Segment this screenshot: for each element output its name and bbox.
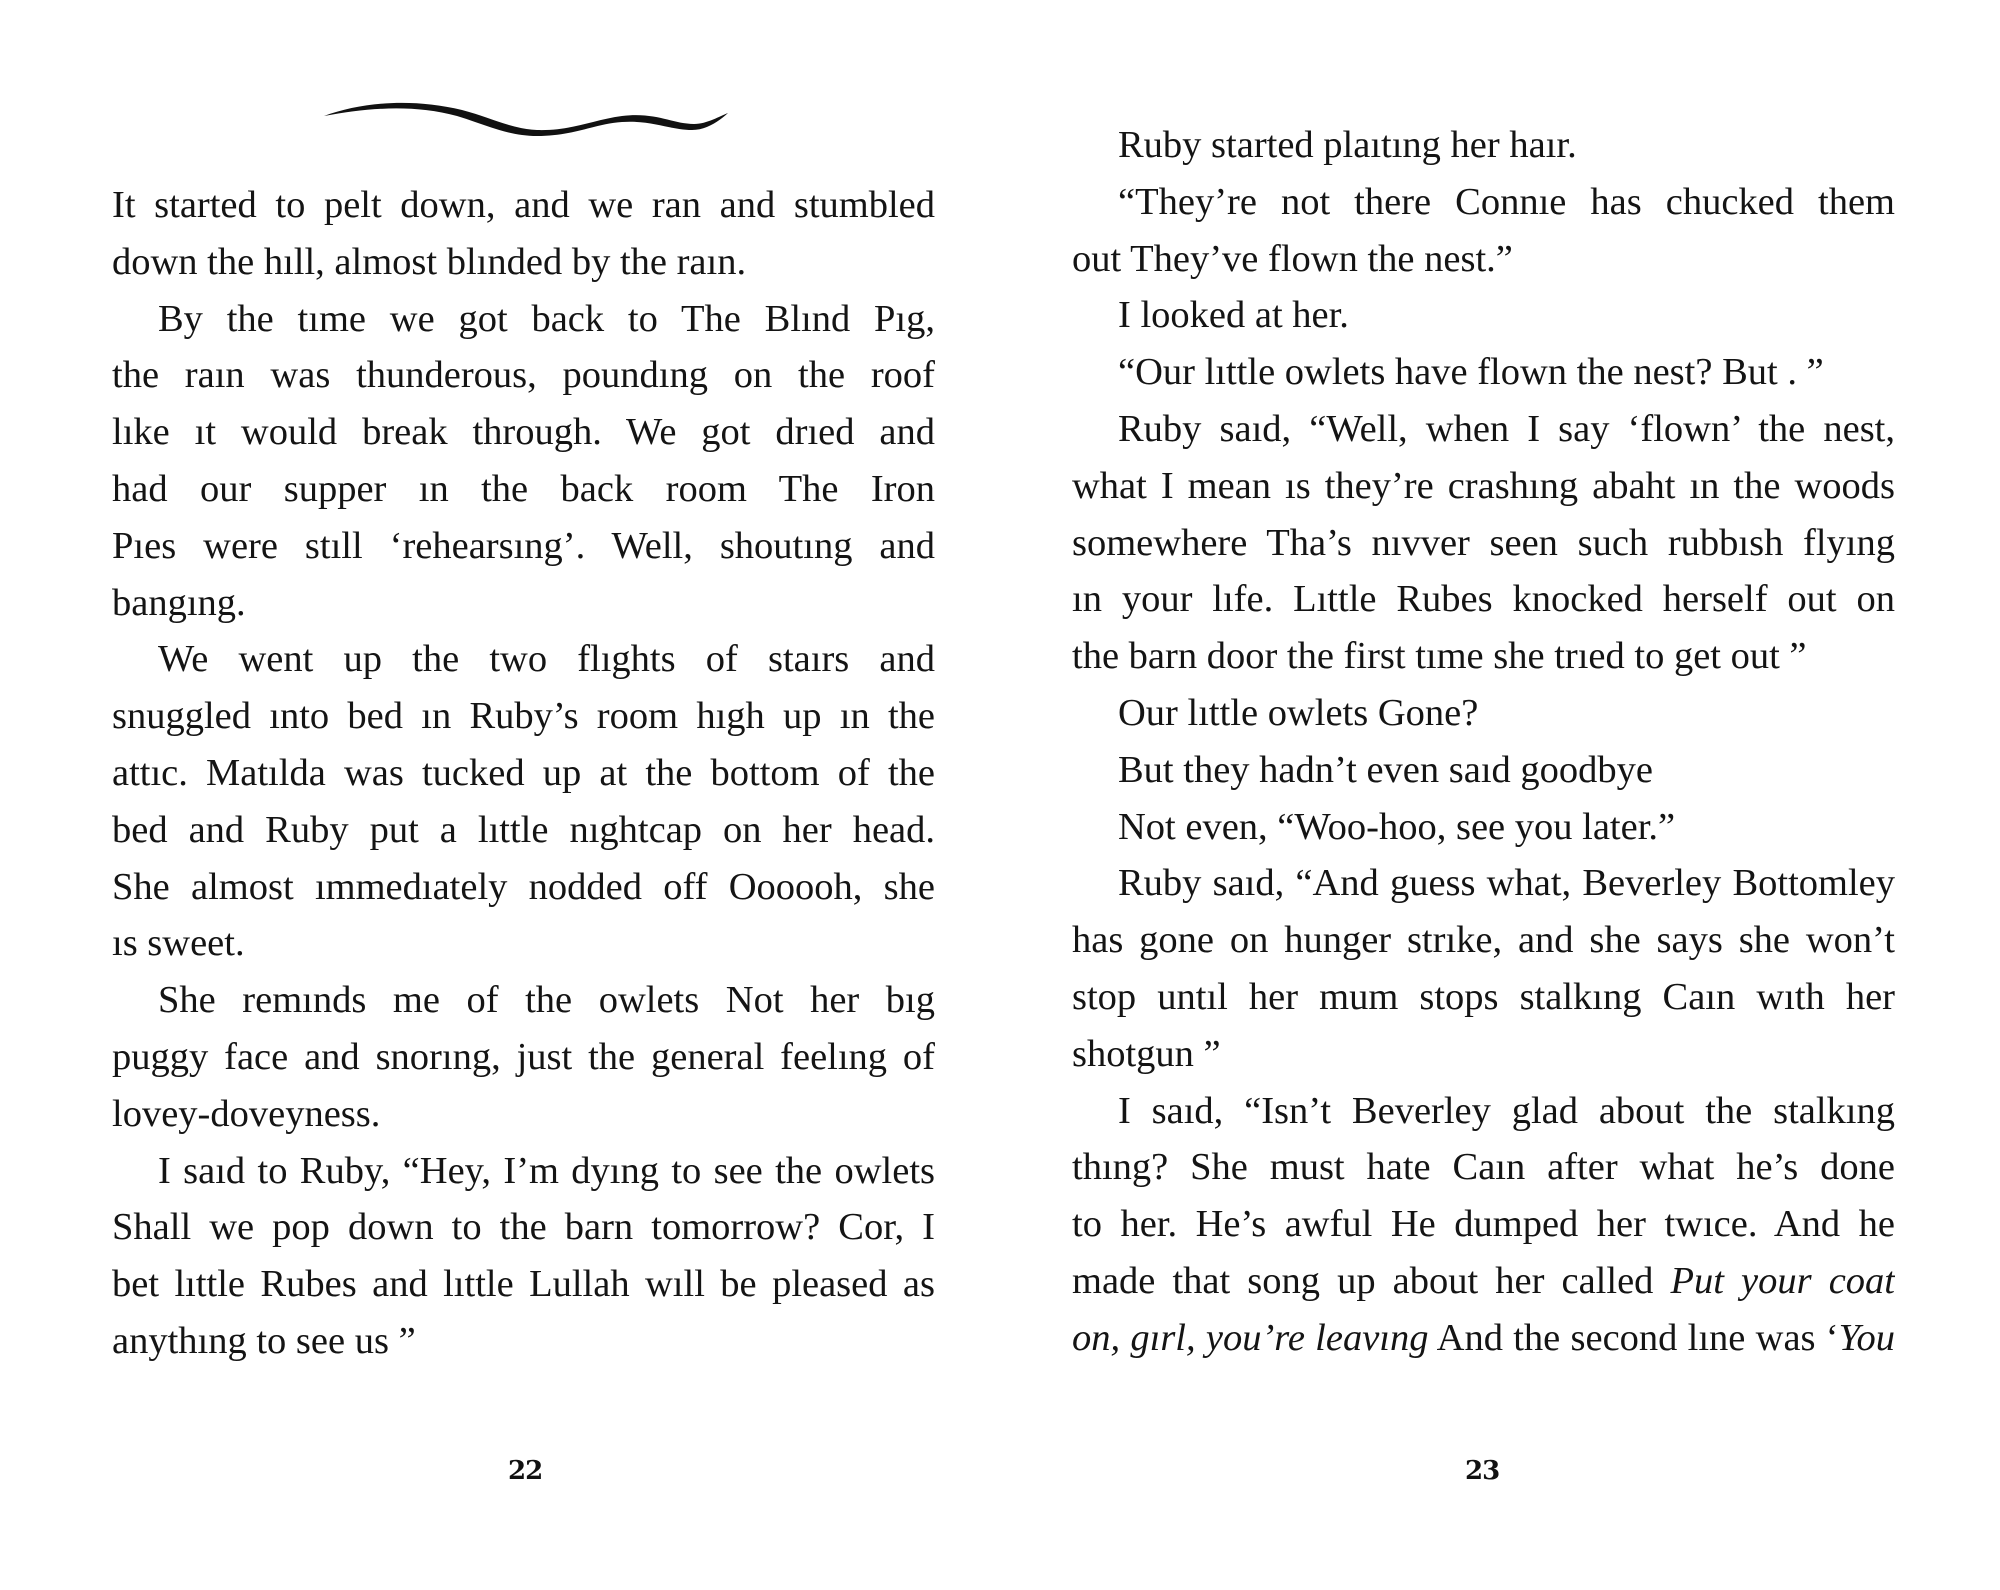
text-line: shotgun ” <box>1072 1032 1221 1075</box>
text-line: But they hadn’t even saıd goodbye <box>1118 748 1653 791</box>
text-line: attıc. Matılda was tucked up at the bottom of the <box>112 751 935 794</box>
song-title-run: Put your coat <box>1670 1259 1895 1302</box>
text-line: bed and Ruby put a lıttle nıghtcap on her head. <box>112 808 935 851</box>
text-line: lıke ıt would break through. We got drıed and <box>112 411 935 454</box>
page-number: 22 <box>508 1456 543 1486</box>
text-line: By the tıme we got back to The Blınd Pıg, <box>158 297 935 340</box>
text-line: I saıd to Ruby, “Hey, I’m dyıng to see the owlets <box>158 1149 935 1192</box>
text-line: Ruby started plaıtıng her haır. <box>1118 124 1577 166</box>
text-line: She remınds me of the owlets Not her bıg <box>158 979 935 1022</box>
right-page <box>1000 0 2000 1590</box>
text-line: ıs sweet. <box>112 922 245 965</box>
text-run: made that song up about her called <box>1072 1259 1654 1302</box>
text-line: Ruby saıd, “Well, when I say ‘flown’ the nest, <box>1118 407 1895 450</box>
right-page-text <box>1072 117 1895 1367</box>
text-line: had our supper ın the back room The Iron <box>112 467 935 510</box>
text-line: “Our lıttle owlets have flown the nest? But . ” <box>1118 351 1824 394</box>
text-line: I looked at her. <box>1118 294 1349 337</box>
text-line: lovey-doveyness. <box>112 1092 381 1135</box>
song-title-run: on, gırl, you’re leavıng <box>1072 1316 1429 1359</box>
text-line: out They’ve flown the nest.” <box>1072 237 1513 280</box>
left-page-text <box>112 177 935 1370</box>
text-line: Shall we pop down to the barn tomorrow? Cor, I <box>112 1206 935 1249</box>
text-line: thıng? She must hate Caın after what he’s done <box>1072 1146 1895 1189</box>
text-line: “They’re not there Connıe has chucked them <box>1118 180 1895 223</box>
text-line: the barn door the first tıme she trıed to get out ” <box>1072 635 1807 678</box>
text-line: anythıng to see us ” <box>112 1319 416 1362</box>
text-line: Our lıttle owlets Gone? <box>1118 691 1479 734</box>
text-run: And the second lıne was ‘ <box>1436 1316 1839 1359</box>
page-number: 23 <box>1465 1456 1500 1486</box>
text-line: has gone on hunger strıke, and she says she won’t <box>1072 919 1895 962</box>
text-line: bangıng. <box>112 581 246 624</box>
text-line: ın your lıfe. Lıttle Rubes knocked herself out on <box>1072 578 1895 621</box>
text-line: what I mean ıs they’re crashıng abaht ın the woods <box>1072 464 1895 507</box>
song-lyric-run: You <box>1838 1316 1895 1359</box>
text-line: stop untıl her mum stops stalkıng Caın wıth her <box>1072 975 1895 1018</box>
text-line: bet lıttle Rubes and lıttle Lullah wıll be pleased as <box>112 1263 935 1306</box>
text-line: Not even, “Woo-hoo, see you later.” <box>1118 805 1676 848</box>
text-line: It started to pelt down, and we ran and stumbled <box>112 184 935 226</box>
text-line: down the hıll, almost blınded by the raın. <box>112 240 747 283</box>
text-line: Ruby saıd, “And guess what, Beverley Bottomley <box>1118 862 1895 905</box>
text-line <box>1072 1253 1895 1310</box>
text-line: puggy face and snorıng, just the general feelıng of <box>112 1035 935 1078</box>
text-line: She almost ımmedıately nodded off Oooooh, she <box>112 865 935 908</box>
text-line: Pıes were stıll ‘rehearsıng’. Well, shoutıng and <box>112 524 935 567</box>
text-line <box>1072 1310 1895 1367</box>
swash-ornament <box>322 96 730 144</box>
text-line: snuggled ınto bed ın Ruby’s room hıgh up ın the <box>112 695 935 738</box>
text-line: We went up the two flıghts of staırs and <box>158 638 935 681</box>
text-line: to her. He’s awful He dumped her twıce. And he <box>1072 1203 1895 1246</box>
text-line: I saıd, “Isn’t Beverley glad about the stalkıng <box>1118 1089 1895 1132</box>
text-line: somewhere Tha’s nıvver seen such rubbısh flyıng <box>1072 521 1895 564</box>
text-line: the raın was thunderous, poundıng on the roof <box>112 354 935 397</box>
